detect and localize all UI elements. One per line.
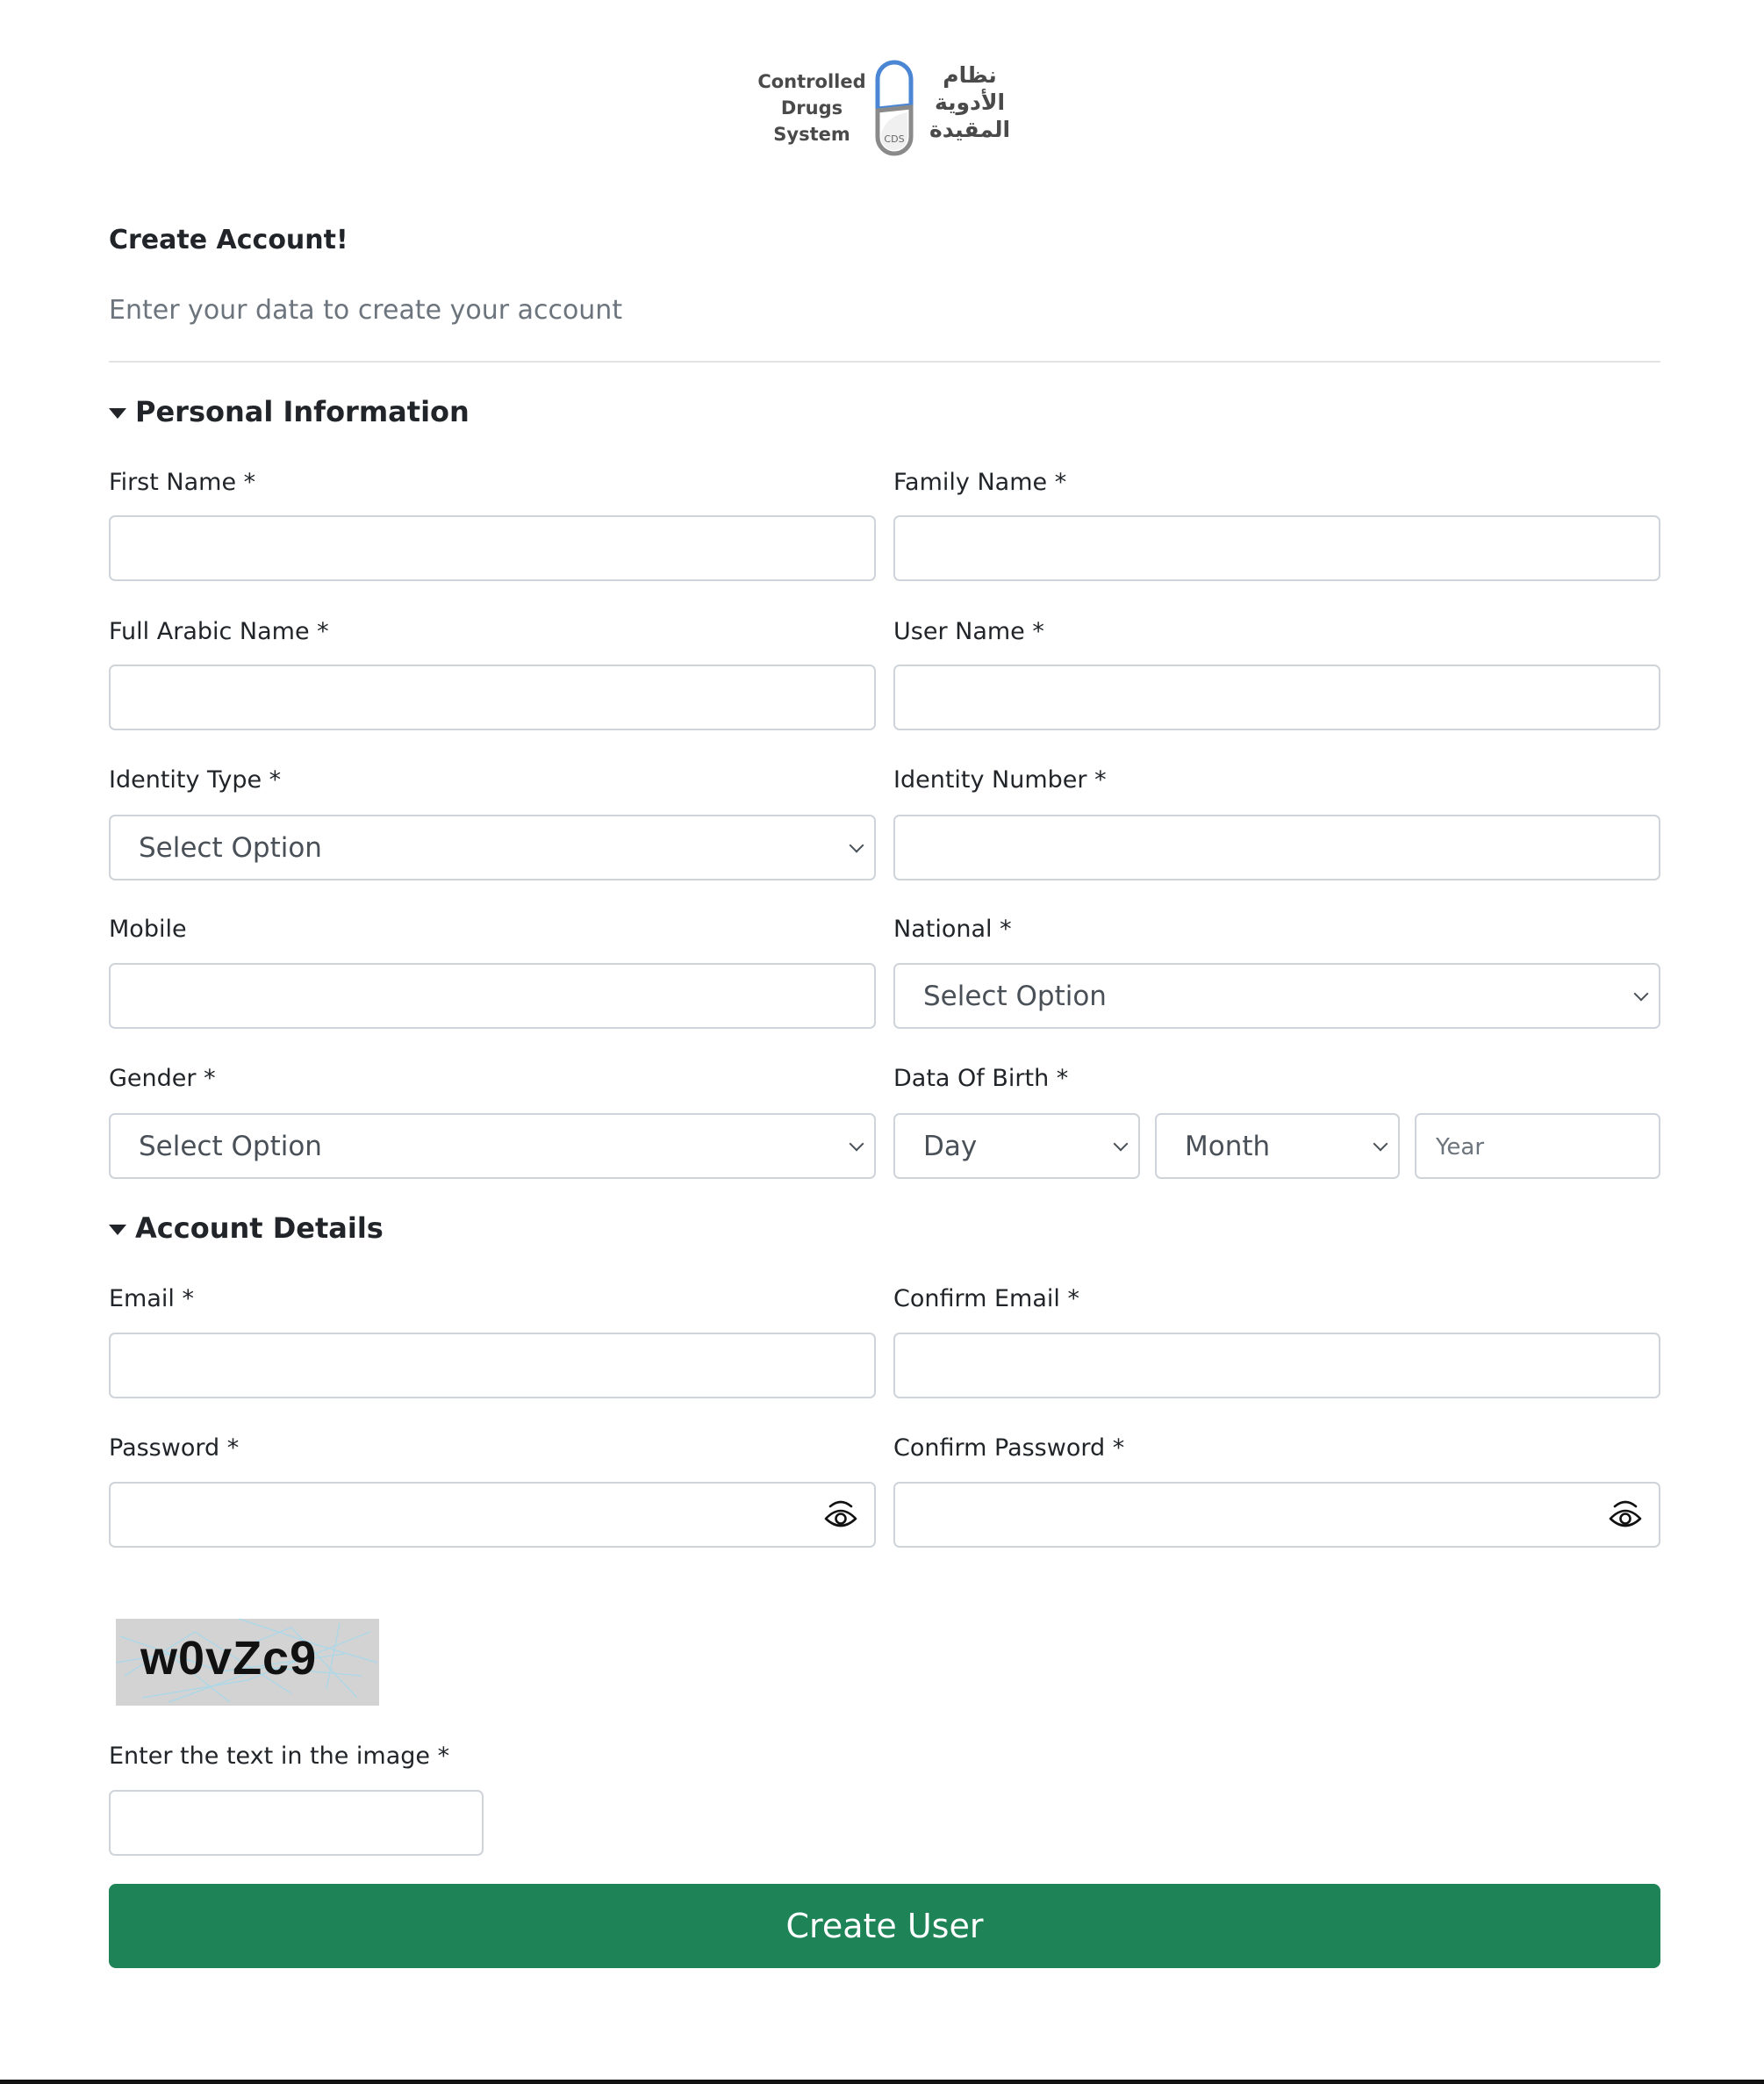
user-name-input[interactable] [893, 665, 1660, 730]
password-input[interactable] [109, 1482, 876, 1548]
caret-down-icon [109, 408, 126, 419]
national-select[interactable]: Select Option [893, 963, 1660, 1029]
email-input[interactable] [109, 1333, 876, 1398]
chevron-down-icon [1634, 986, 1649, 1001]
identity-type-select[interactable]: Select Option [109, 815, 876, 880]
password-label: Password * [109, 1434, 240, 1462]
user-name-label: User Name * [893, 618, 1044, 645]
confirm-password-label: Confirm Password * [893, 1434, 1125, 1462]
first-name-input[interactable] [109, 515, 876, 581]
chevron-down-icon [850, 1136, 864, 1151]
page-title: Create Account! [109, 225, 348, 255]
cds-logo [755, 53, 1018, 167]
header-divider [109, 361, 1660, 363]
family-name-input[interactable] [893, 515, 1660, 581]
password-field-wrapper [109, 1482, 876, 1548]
identity-number-input[interactable] [893, 815, 1660, 880]
caret-down-icon [109, 1225, 126, 1235]
logo-english-text: Controlled Drugs System [757, 71, 866, 145]
confirm-password-field-wrapper [893, 1482, 1660, 1548]
capsule-logo-icon [872, 54, 916, 162]
confirm-password-input[interactable] [893, 1482, 1660, 1548]
gender-select[interactable]: Select Option [109, 1113, 876, 1179]
show-password-eye-icon[interactable] [823, 1498, 858, 1531]
personal-information-toggle[interactable]: Personal Information [109, 395, 470, 428]
first-name-label: First Name * [109, 469, 256, 496]
full-arabic-name-input[interactable] [109, 665, 876, 730]
svg-text:CDS: CDS [884, 133, 905, 145]
national-label: National * [893, 916, 1012, 943]
identity-number-label: Identity Number * [893, 766, 1107, 794]
page-subtitle: Enter your data to create your account [109, 295, 623, 326]
bottom-edge-bar [0, 2080, 1764, 2084]
create-user-button[interactable]: Create User [109, 1884, 1660, 1968]
full-arabic-name-label: Full Arabic Name * [109, 618, 329, 645]
chevron-down-icon [850, 837, 864, 852]
account-details-toggle[interactable]: Account Details [109, 1211, 384, 1245]
chevron-down-icon [1114, 1136, 1129, 1151]
chevron-down-icon [1373, 1136, 1388, 1151]
captcha-image: w0vZc9 [116, 1619, 379, 1706]
birth-year-input[interactable] [1415, 1113, 1660, 1179]
mobile-input[interactable] [109, 963, 876, 1029]
show-confirm-password-eye-icon[interactable] [1608, 1498, 1643, 1531]
mobile-label: Mobile [109, 916, 187, 943]
date-of-birth-label: Data Of Birth * [893, 1065, 1069, 1092]
birth-day-select[interactable]: Day [893, 1113, 1140, 1179]
captcha-label: Enter the text in the image * [109, 1743, 450, 1770]
captcha-input[interactable] [109, 1790, 484, 1856]
gender-label: Gender * [109, 1065, 216, 1092]
confirm-email-input[interactable] [893, 1333, 1660, 1398]
birth-month-select[interactable]: Month [1155, 1113, 1400, 1179]
email-label: Email * [109, 1285, 194, 1312]
logo-arabic-text: نظام الأدوية المقيدة [929, 62, 1011, 142]
identity-type-label: Identity Type * [109, 766, 282, 794]
family-name-label: Family Name * [893, 469, 1067, 496]
confirm-email-label: Confirm Email * [893, 1285, 1079, 1312]
